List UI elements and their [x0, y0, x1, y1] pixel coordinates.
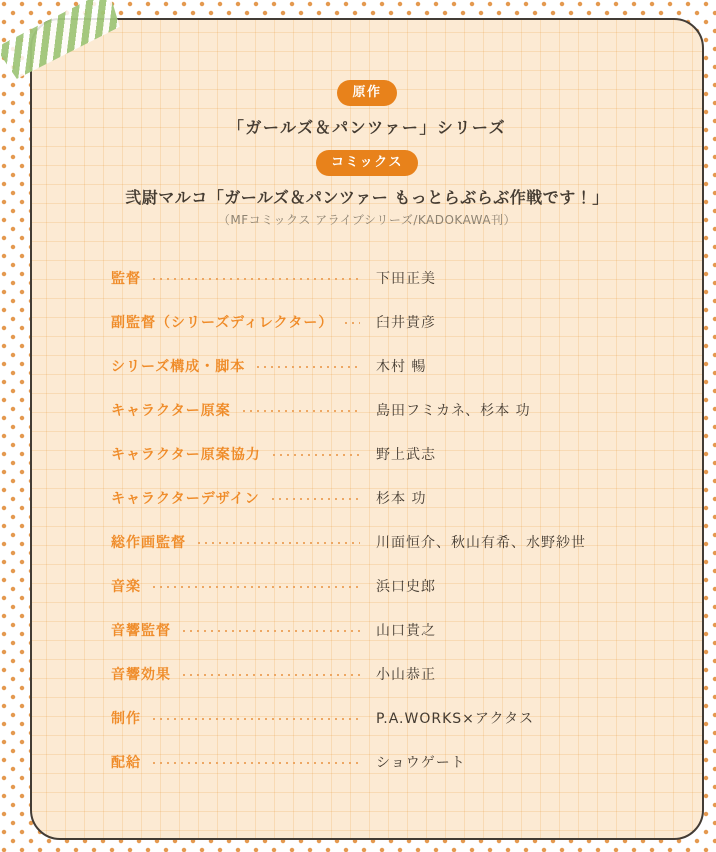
- staff-role: 音響効果: [111, 667, 171, 683]
- original-work-badge: 原作: [337, 80, 396, 106]
- staff-role: 音響監督: [111, 623, 171, 639]
- staff-row-chief-animation-director: [111, 532, 662, 552]
- staff-row-distribution: [111, 752, 662, 772]
- staff-row-character-design: [111, 488, 662, 508]
- comic-badge: コミックス: [316, 150, 418, 176]
- staff-row-sound-director: [111, 620, 662, 640]
- staff-row-character-draft-support: [111, 444, 662, 464]
- staff-role: 音楽: [111, 579, 141, 595]
- original-work-title: 「ガールズ＆パンツァー」シリーズ: [227, 118, 507, 137]
- staff-name: 山口貴之: [376, 623, 436, 639]
- staff-row-character-draft: [111, 400, 662, 420]
- staff-name: ショウゲート: [376, 755, 466, 771]
- staff-credits-card: [30, 18, 704, 840]
- staff-name: 浜口史郎: [376, 579, 436, 595]
- staff-name: 島田フミカネ、杉本 功: [376, 403, 531, 419]
- staff-row-sound-effects: [111, 664, 662, 684]
- staff-name: P.A.WORKS×アクタス: [376, 711, 535, 727]
- staff-name: 川面恒介、秋山有希、水野紗世: [376, 535, 586, 551]
- staff-role: 副監督（シリーズディレクター）: [111, 315, 334, 331]
- staff-role: シリーズ構成・脚本: [111, 359, 246, 375]
- staff-role: キャラクター原案: [111, 403, 231, 419]
- dotted-leader: [153, 762, 360, 764]
- dotted-leader: [153, 718, 360, 720]
- comic-title: 弐尉マルコ「ガールズ＆パンツァー もっとらぶらぶ作戦です！」: [125, 188, 609, 207]
- dotted-leader: [153, 278, 360, 280]
- dotted-leader: [153, 586, 360, 588]
- staff-role: 監督: [111, 271, 141, 287]
- staff-row-director: [111, 268, 662, 288]
- staff-row-series-composition: [111, 356, 662, 376]
- staff-name: 小山恭正: [376, 667, 436, 683]
- staff-name: 臼井貴彦: [376, 315, 436, 331]
- dotted-leader: [198, 542, 360, 544]
- staff-role: キャラクター原案協力: [111, 447, 261, 463]
- staff-name: 杉本 功: [376, 491, 427, 507]
- comic-publisher-note: （MFコミックス アライブシリーズ/KADOKAWA刊）: [217, 213, 517, 227]
- staff-row-assistant-director: [111, 312, 662, 332]
- staff-name: 木村 暢: [376, 359, 427, 375]
- staff-role: キャラクターデザイン: [111, 491, 260, 507]
- card-header: [32, 20, 702, 228]
- dotted-leader: [183, 674, 360, 676]
- staff-row-music: [111, 576, 662, 596]
- dotted-leader: [272, 498, 360, 500]
- staff-role: 制作: [111, 711, 141, 727]
- dotted-leader: [257, 366, 360, 368]
- dotted-leader: [183, 630, 360, 632]
- dotted-leader: [243, 410, 360, 412]
- dotted-leader: [345, 322, 360, 324]
- dotted-leader: [273, 454, 360, 456]
- staff-row-production: [111, 708, 662, 728]
- staff-list: [32, 268, 702, 772]
- staff-role: 総作画監督: [111, 535, 186, 551]
- staff-name: 野上武志: [376, 447, 436, 463]
- staff-name: 下田正美: [376, 271, 436, 287]
- staff-role: 配給: [111, 755, 141, 771]
